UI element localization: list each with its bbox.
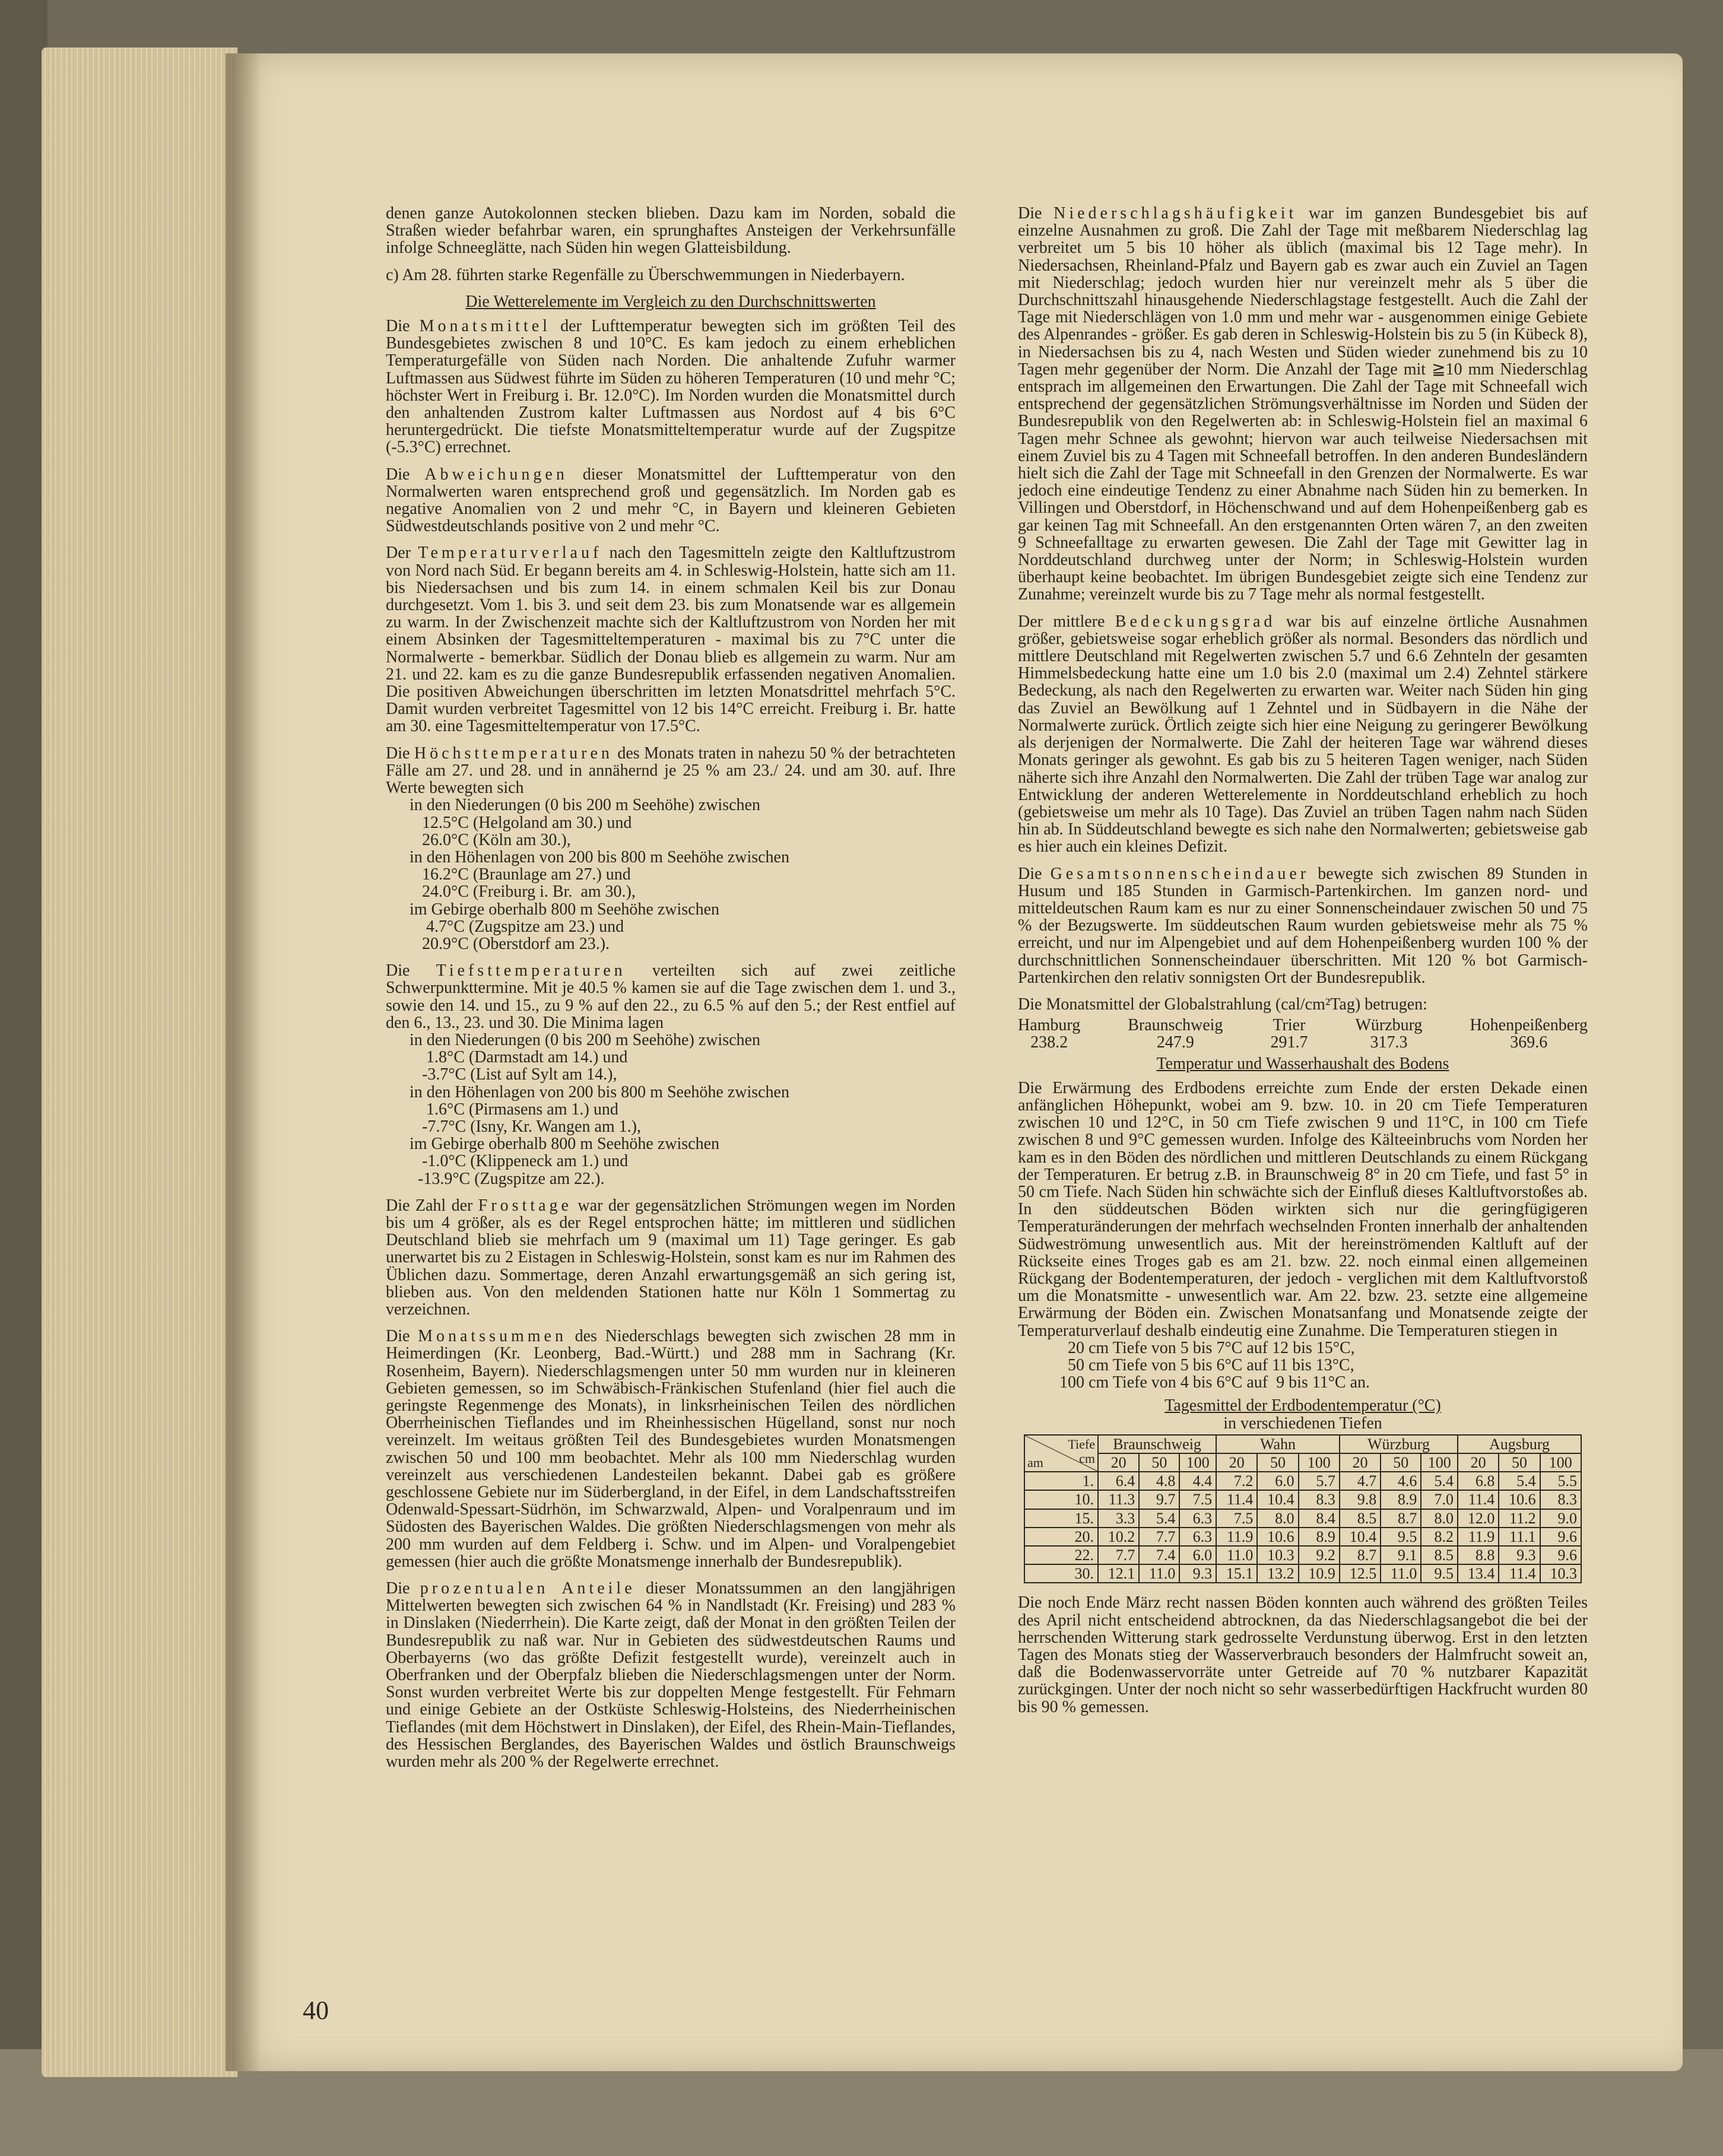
list-line: -3.7°C (List auf Sylt am 14.), <box>410 1065 617 1084</box>
value-cell: 11.0 <box>1216 1546 1257 1564</box>
value-cell: 5.5 <box>1540 1472 1581 1490</box>
day-cell: 10. <box>1024 1490 1098 1509</box>
paragraph-temperaturverlauf: Der Temperaturverlauf nach den Tagesmitteln zeigte den Kaltluftzustrom von Nord nach Süd. Er begann bereits am 4. in Schleswig-Holstein, hatte sich am 11. bis Niedersachsen und bis zum 14. in einem schmalen Keil bis zur Donau durchgesetzt. Vom 1. bis 3. und seit dem 23. bis zum Monatsende war es allgemein zu warm. In der Zwischenzeit machte sich der Kaltluftzustrom von Norden her mit einem Absinken der Tagesmitteltemperaturen - maximal bis zu 7°C unter die Normalwerte - bemerkbar. Südlich der Donau blieb es allgemein zu warm. Nur am 21. und 22. kam es zu die ganze Bundesrepublik erfassenden negativen Anomalien. Die positiven Abweichungen überschritten im letzten Monatsdrittel mehrfach 5°C. Damit wurden verbreitet Tagesmittel von 12 bis 14°C erreicht. Freiburg i. Br. hatte am 30. eine Tagesmitteltemperatur von 17.5°C. <box>386 544 956 736</box>
value-cell: 8.7 <box>1381 1509 1421 1528</box>
value-cell: 9.7 <box>1139 1490 1179 1509</box>
value-cell: 8.3 <box>1299 1490 1340 1509</box>
gs-item: Hamburg 238.2 <box>1018 1016 1081 1052</box>
paragraph-globalstrahlung: Die Monatsmittel der Globalstrahlung (cal/cm²Tag) betrugen: <box>1018 995 1427 1014</box>
value-cell: 8.9 <box>1381 1490 1421 1509</box>
paragraph: c) Am 28. führten starke Regenfälle zu Überschwemmungen in Niederbayern. <box>386 265 905 284</box>
depth-header: 100 <box>1299 1453 1340 1472</box>
value-cell: 9.5 <box>1421 1564 1458 1583</box>
depth-header: 20 <box>1216 1453 1257 1472</box>
paragraph-sonnenscheindauer: Die Gesamtsonnenscheindauer bewegte sich zwischen 89 Stunden in Husum und 185 Stunden in Garmisch-Partenkirchen. Im ganzen nord- und mitteldeutschen Raum kam es nur zu einer Sonnenscheindauer zwischen 50 und 75 % der Bezugswerte. Im süddeutschen Raum wurden gebietsweise mehr als 75 % erreicht, und nur im Alpengebiet und auf dem Hohenpeißenberg wurden 100 % der durchschnittlichen Sonnenscheindauer überschritten. Mit 120 % bot Garmisch-Partenkirchen den relativ sonnigsten Ort der Bundesrepublik. <box>1018 864 1588 987</box>
value-cell: 11.4 <box>1458 1490 1499 1509</box>
paragraph-abweichungen: Die Abweichungen dieser Monatsmittel der Lufttemperatur von den Normalwerten waren entsprechend groß und gegensätzlich. Im Norden gab es negative Anomalien von 2 und mehr °C, in Bayern und kleineren Gebieten Südwestdeutschlands positive von 2 und mehr °C. <box>386 465 956 536</box>
table-subtitle: in verschiedenen Tiefen <box>1223 1414 1382 1433</box>
depth-header: 100 <box>1421 1453 1458 1472</box>
value-cell: 11.9 <box>1216 1528 1257 1546</box>
tief-list <box>386 1031 956 1187</box>
page-number: 40 <box>303 1996 329 2025</box>
value-cell: 5.4 <box>1139 1509 1179 1528</box>
value-cell: 7.4 <box>1139 1546 1179 1564</box>
list-line: in den Niederungen (0 bis 200 m Seehöhe) zwischen <box>410 1030 760 1049</box>
value-cell: 10.4 <box>1257 1490 1298 1509</box>
value-cell: 11.1 <box>1499 1528 1540 1546</box>
paragraph-bodentemperatur: Die Erwärmung des Erdbodens erreichte zum Ende der ersten Dekade einen anfänglichen Höhepunkt, wobei am 9. bzw. 10. in 20 cm Tiefe Temperaturen zwischen 10 und 12°C, in 50 cm Tiefe zwischen 9 und 11°C, in 100 cm Tiefe zwischen 8 und 9°C gemessen wurden. Infolge des Kälteeinbruchs vom Norden her kam es in den Böden des nördlichen und mittleren Deutschlands zu einem Rückgang der Temperaturen. Er betrug z.B. in Braunschweig 8° in 20 cm Tiefe, und fast 5° in 50 cm Tiefe. Nach Süden hin schwächte sich der Einfluß dieses Kaltluftvorstoßes ab. In den süddeutschen Böden wirkten sich nur die geringfügigeren Temperaturänderungen der mehrfach wechselnden Fronten innerhalb der anhaltenden Südweströmung unwesentlich aus. Mit der hereinströmenden Kaltluft auf der Rückseite eines Troges gab es am 21. bzw. 22. noch einmal einen allgemeinen Rückgang der Bodentemperaturen, der jedoch - verglichen mit dem Kaltluftvorstoß um die Monatsmitte - unwesentlich war. Am 22. bzw. 23. setzte eine allgemeine Erwärmung der Böden ein. Zwischen Monatsanfang und Monatsende zeigte der Temperaturverlauf deshalb eindeutig eine Zunahme. Die Temperaturen stiegen in <box>1018 1078 1588 1340</box>
book-page-edges <box>42 47 237 2077</box>
value-cell: 10.6 <box>1499 1490 1540 1509</box>
depth-header: 20 <box>1340 1453 1381 1472</box>
value-cell: 10.9 <box>1299 1564 1340 1583</box>
value-cell: 12.5 <box>1340 1564 1381 1583</box>
list-line: 100 cm Tiefe von 4 bis 6°C auf 9 bis 11°C an. <box>1059 1373 1370 1392</box>
section-heading: Temperatur und Wasserhaushalt des Bodens <box>1156 1054 1449 1073</box>
value-cell: 9.0 <box>1540 1509 1581 1528</box>
paragraph-niederschlagshaeufigkeit: Die Niederschlagshäufigkeit war im ganzen Bundesgebiet bis auf einzelne Ausnahmen zu groß. Die Zahl der Tage mit meßbarem Niederschlag lag verbreitet um 5 bis 10 höher als üblich (maximal bis 12 Tage mehr). In Niedersachsen, Rheinland-Pfalz und Bayern gab es zwar auch ein Zuviel an Tagen mit Niederschlag; jedoch wurden hier nur vereinzelt mehr als 5 über die Durchschnittszahl hinausgehende Niederschlagstage festgestellt. Auch die Zahl der Tage mit Niederschlägen von 1.0 mm und mehr war - ausgenommen einige Gebiete des Alpenrandes - größer. Es gab deren in Schleswig-Holstein bis zu 5 (in Kübeck 8), in Niedersachsen bis zu 4, nach Westen und Süden wieder zunehmend bis zu 10 Tagen mehr gegenüber der Norm. Die Anzahl der Tage mit ≧10 mm Niederschlag entsprach im allgemeinen den Erwartungen. Die Zahl der Tage mit Schneefall wich entsprechend der gegensätzlichen Strömungsverhältnisse im Norden und Süden der Bundesrepublik von den Regelwerten ab: in Schleswig-Holstein fiel an maximal 6 Tagen mehr Schnee als gewohnt; hiervon war auch teilweise Niedersachsen mit einem Zuviel bis zu 4 Tagen mit Schneefall betroffen. In den anderen Bundesländern hielt sich die Zahl der Tage mit Schneefall in den Grenzen der Normalwerte. Es war jedoch eine eindeutige Tendenz zu einer Abnahme nach Süden hin zu bemerken. In Villingen und Oberstdorf, in Höchenschwand und auf dem Hohenpeißenberg gab es gar keinen Tag mit Schneefall. An den erstgenannten Orten wären 7, an den zweiten 9 Schneefalltage zu erwarten gewesen. Die Zahl der Tage mit Gewitter lag in Norddeutschland durchweg unter der Norm; in Schleswig-Holstein wurden überhaupt keine beobachtet. Im übrigen Bundesgebiet zeigte sich eine Tendenz zur Zunahme; vereinzelt wurde bis zu 7 Tage mehr als normal festgestellt. <box>1018 204 1588 604</box>
list-line: 12.5°C (Helgoland am 30.) und <box>410 813 632 832</box>
left-column <box>386 205 956 1780</box>
value-cell: 15.1 <box>1216 1564 1257 1583</box>
soil-temperature-table <box>1024 1434 1582 1584</box>
table-row <box>1024 1546 1581 1564</box>
value-cell: 9.3 <box>1499 1546 1540 1564</box>
value-cell: 9.8 <box>1340 1490 1381 1509</box>
list-line: -7.7°C (Isny, Kr. Wangen am 1.), <box>410 1117 641 1136</box>
paragraph-wasserhaushalt: Die noch Ende März recht nassen Böden konnten auch während des größten Teiles des April nicht entscheidend abtrocknen, da das Niederschlagsangebot die bei der herrschenden Witterung stark gedrosselte Verdunstung überwog. Erst in den letzten Tagen des Monats stieg der Wasserverbrauch besonders der Halmfrucht soweit an, daß die Bodenwasservorräte unter Getreide auf 70 % nutzbarer Kapazität zurückgingen. Unter der noch nicht so sehr wasserbedürftigen Hackfrucht wurden 80 bis 90 % gemessen. <box>1018 1593 1588 1716</box>
paragraph-monatsmittel: Die Monatsmittel der Lufttemperatur bewegten sich im größten Teil des Bundesgebietes zwischen 8 und 10°C. Es kam jedoch zu einem erheblichen Temperaturgefälle von Süden nach Norden. Die anhaltende Zufuhr warmer Luftmassen aus Südwest führte im Süden zu höheren Temperaturen (10 und mehr °C; höchster Wert in Freiburg i. Br. 12.0°C). Im Norden wurden die Monatsmittel durch den anhaltenden Zustrom kalter Luftmassen aus Nordost auf 4 bis 6°C heruntergedrückt. Die tiefste Monatsmitteltemperatur wurde auf der Zugspitze (-5.3°C) errechnet. <box>386 317 956 457</box>
depth-header: 100 <box>1540 1453 1581 1472</box>
table-row <box>1024 1528 1581 1546</box>
value-cell: 11.2 <box>1499 1509 1540 1528</box>
spine-shadow <box>226 53 261 2071</box>
value-cell: 6.0 <box>1257 1472 1298 1490</box>
paragraph-bedeckungsgrad: Der mittlere Bedeckungsgrad war bis auf einzelne örtliche Ausnahmen größer, gebietsweise sogar erheblich größer als normal. Besonders das nördlich und mittlere Deutschland mit Regelwerten zwischen 5.7 und 6.6 Zehnteln der gesamten Himmelsbedeckung hatte eine um 1.0 bis 2.0 (maximal um 2.4) Zehntel stärkere Bedeckung, als nach den Regelwerten zu erwarten war. Weiter nach Süden hin ging das Zuviel an Bewölkung auf 1 Zehntel und in Südbayern in die Nähe der Normalwerte zurück. Örtlich zeigte sich hier eine Neigung zu geringerer Bewölkung als derjenigen der Normalwerte. Die Zahl der heiteren Tage war während dieses Monats geringer als gewohnt. Es gab bis zu 5 heiteren Tagen weniger, nach Süden näherte sich ihre Anzahl den Normalwerten. Die Zahl der trüben Tage war analog zur Entwicklung der anderen Wetterelemente in Norddeutschland erheblich zu hoch (gebietsweise um mehr als 10 Tage). Das Zuviel an trüben Tagen nahm nach Süden hin ab. In Süddeutschland bewegte es sich nahe den Normalwerten; gebietsweise gab es hier auch ein kleines Defizit. <box>1018 612 1588 856</box>
term: Tiefsttemperaturen <box>436 961 626 980</box>
value-cell: 8.7 <box>1340 1546 1381 1564</box>
term: Monatsmittel <box>419 317 551 336</box>
value-cell: 9.5 <box>1381 1528 1421 1546</box>
depth-header: 20 <box>1098 1453 1139 1472</box>
value-cell: 13.4 <box>1458 1564 1499 1583</box>
value-cell: 7.2 <box>1216 1472 1257 1490</box>
background-left <box>0 0 47 2156</box>
value-cell: 8.8 <box>1458 1546 1499 1564</box>
value-cell: 4.7 <box>1340 1472 1381 1490</box>
term: prozentualen Anteile <box>420 1579 636 1598</box>
value-cell: 8.4 <box>1299 1509 1340 1528</box>
term: Temperaturverlauf <box>418 544 602 563</box>
day-cell: 15. <box>1024 1509 1098 1528</box>
section-heading: Die Wetterelemente im Vergleich zu den Durchschnittswerten <box>465 292 876 311</box>
depth-header: 50 <box>1257 1453 1298 1472</box>
corner-label: Tiefe <box>1068 1436 1095 1452</box>
gs-item: Braunschweig 247.9 <box>1128 1016 1223 1052</box>
value-cell: 11.4 <box>1499 1564 1540 1583</box>
table-corner <box>1024 1435 1098 1472</box>
term: Abweichungen <box>424 465 568 484</box>
value-cell: 9.2 <box>1299 1546 1340 1564</box>
value-cell: 4.8 <box>1139 1472 1179 1490</box>
station-header: Wahn <box>1216 1435 1340 1453</box>
value-cell: 7.5 <box>1216 1509 1257 1528</box>
list-line: 50 cm Tiefe von 5 bis 6°C auf 11 bis 13°C, <box>1059 1356 1354 1374</box>
value-cell: 5.4 <box>1421 1472 1458 1490</box>
value-cell: 7.7 <box>1098 1546 1139 1564</box>
list-line: 16.2°C (Braunlage am 27.) und <box>410 865 631 884</box>
list-line: im Gebirge oberhalb 800 m Seehöhe zwischen <box>410 1135 720 1154</box>
list-line: 1.8°C (Darmstadt am 14.) und <box>410 1048 628 1067</box>
value-cell: 8.5 <box>1421 1546 1458 1564</box>
right-column <box>1018 205 1588 1725</box>
value-cell: 8.0 <box>1257 1509 1298 1528</box>
corner-unit: cm <box>1079 1450 1095 1466</box>
list-line: 1.6°C (Pirmasens am 1.) und <box>410 1100 618 1119</box>
value-cell: 9.3 <box>1179 1564 1216 1583</box>
term: Gesamtsonnenscheindauer <box>1050 864 1310 883</box>
value-cell: 10.2 <box>1098 1528 1139 1546</box>
list-line: in den Niederungen (0 bis 200 m Seehöhe) zwischen <box>410 796 760 815</box>
paragraph-hoechsttemperaturen: Die Höchsttemperaturen des Monats traten in nahezu 50 % der betrachteten Fälle am 27. und 28. und in annähernd je 25 % am 23./ 24. und am 30. auf. Ihre Werte bewegten sich <box>386 744 956 798</box>
depth-header: 100 <box>1179 1453 1216 1472</box>
value-cell: 13.2 <box>1257 1564 1298 1583</box>
gs-item: Würzburg 317.3 <box>1355 1016 1423 1052</box>
table-row <box>1024 1472 1581 1490</box>
value-cell: 8.5 <box>1340 1509 1381 1528</box>
stieg-list <box>1018 1339 1588 1392</box>
list-line: in den Höhenlagen von 200 bis 800 m Seehöhe zwischen <box>410 1082 789 1101</box>
value-cell: 3.3 <box>1098 1509 1139 1528</box>
list-line: im Gebirge oberhalb 800 m Seehöhe zwischen <box>410 900 720 919</box>
value-cell: 8.0 <box>1421 1509 1458 1528</box>
day-cell: 30. <box>1024 1564 1098 1583</box>
term: Bedeckungsgrad <box>1115 612 1276 631</box>
list-line: 24.0°C (Freiburg i. Br. am 30.), <box>410 882 636 901</box>
table-row <box>1024 1564 1581 1583</box>
value-cell: 6.4 <box>1098 1472 1139 1490</box>
value-cell: 12.0 <box>1458 1509 1499 1528</box>
gs-item: Hohenpeißenberg 369.6 <box>1470 1016 1588 1052</box>
value-cell: 11.0 <box>1381 1564 1421 1583</box>
value-cell: 10.3 <box>1257 1546 1298 1564</box>
term: Höchsttemperaturen <box>414 744 613 763</box>
value-cell: 8.9 <box>1299 1528 1340 1546</box>
value-cell: 12.1 <box>1098 1564 1139 1583</box>
value-cell: 9.6 <box>1540 1546 1581 1564</box>
depth-header: 50 <box>1139 1453 1179 1472</box>
day-cell: 22. <box>1024 1546 1098 1564</box>
paragraph: denen ganze Autokolonnen stecken blieben. Dazu kam im Norden, sobald die Straßen wieder befahrbar waren, ein sprunghaftes Ansteigen der Verkehrsunfälle infolge Schneeglätte, nach Süden hin wegen Glatteisbildung. <box>386 204 956 258</box>
paragraph-prozentuale-anteile: Die prozentualen Anteile dieser Monatssummen an den langjährigen Mittelwerten bewegten sich zwischen 64 % in Nandlstadt (Kr. Freising) und 283 % in Dinslaken (Niederrhein). Die Karte zeigt, daß der Monat in den größten Teilen der Bundesrepublik zu naß war. Nur in Gebieten des südwestdeutschen Raums und Oberbayerns (wo das größte Defizit festgestellt wurde), vereinzelt auch in Oberfranken und der Oberpfalz blieben die Niederschlagsmengen unter der Norm. Sonst wurden verbreitet Werte bis zur doppelten Menge festgestellt. Für Fehmarn und einige Gebiete an der Ostküste Schleswig-Holsteins, des Niederrheinischen Tieflandes (mit dem Höchstwert in Dinslaken), der Eifel, des Rhein-Main-Tieflandes, des Hessischen Berglandes, des Bayerischen Waldes und östlich Braunschweigs wurden mehr als 200 % der Regelwerte errechnet. <box>386 1579 956 1771</box>
value-cell: 5.4 <box>1499 1472 1540 1490</box>
value-cell: 9.1 <box>1381 1546 1421 1564</box>
station-header: Braunschweig <box>1098 1435 1216 1453</box>
value-cell: 10.4 <box>1340 1528 1381 1546</box>
table-title: Tagesmittel der Erdbodentemperatur (°C) <box>1164 1396 1441 1415</box>
list-line: -1.0°C (Klippeneck am 1.) und <box>410 1152 629 1171</box>
table-body <box>1024 1472 1581 1583</box>
value-cell: 7.5 <box>1179 1490 1216 1509</box>
paragraph-monatssummen: Die Monatssummen des Niederschlags bewegten sich zwischen 28 mm in Heimerdingen (Kr. Leonberg, Bad.-Württ.) und 288 mm in Sachrang (Kr. Rosenheim, Bayern). Niederschlagsmengen unter 50 mm wurden nur in kleineren Gebieten gemessen, so im Schwäbisch-Fränkischen Stufenland (hier fiel auch die geringste Regenmenge des Monats), in linksrheinischen Teilen des nördlichen Oberrheinischen Tieflandes und im Rheinhessischen Hügelland, sonst nur noch vereinzelt. Im weitaus größten Teil des Bundesgebietes wurden Monatsmengen zwischen 50 und 100 mm beobachtet. Mehr als 100 mm Niederschlag wurden vereinzelt aus verschiedenen Landesteilen bekannt. Dabei gab es größere geschlossene Gebiete nur im Süderbergland, in der Eifel, in dem Landschaftsstreifen Odenwald-Spessart-Südrhön, im Schwarzwald, Alpen- und Voralpenraum und im Südosten des Bayerischen Waldes. Die größten Niederschlagsmengen von mehr als 200 mm wurden auf dem Feldberg i. Schw. und im Alpen- und Voralpengebiet gemessen (hier auch die größte Monatsmenge innerhalb der Bundesrepublik). <box>386 1327 956 1571</box>
value-cell: 6.3 <box>1179 1509 1216 1528</box>
value-cell: 8.2 <box>1421 1528 1458 1546</box>
value-cell: 10.6 <box>1257 1528 1298 1546</box>
table-row <box>1024 1490 1581 1509</box>
gs-item: Trier 291.7 <box>1270 1016 1308 1052</box>
depth-header: 50 <box>1499 1453 1540 1472</box>
depth-header-row <box>1024 1453 1581 1472</box>
paragraph-frosttage: Die Zahl der Frosttage war der gegensätzlichen Strömungen wegen im Norden bis um 4 größer, als es der Regel entsprochen hätte; im mittleren und südlichen Deutschland blieb sie mehrfach um 9 (maximal um 11) Tage geringer. Es gab unerwartet bis zu 2 Eistagen in Schleswig-Holstein, sonst kam es nur im Rahmen des Üblichen dazu. Sommertage, deren Anzahl erwartungsgemäß an sich gering ist, blieben aus. Von den meldenden Stationen hatte nur Köln 1 Sommertag zu verzeichnen. <box>386 1196 956 1319</box>
value-cell: 7.7 <box>1139 1528 1179 1546</box>
value-cell: 6.0 <box>1179 1546 1216 1564</box>
term: Niederschlagshäufigkeit <box>1054 204 1297 223</box>
list-line: 20.9°C (Oberstdorf am 23.). <box>410 934 610 953</box>
value-cell: 4.6 <box>1381 1472 1421 1490</box>
depth-header: 50 <box>1381 1453 1421 1472</box>
value-cell: 5.7 <box>1299 1472 1340 1490</box>
term: Monatssummen <box>418 1327 567 1346</box>
list-line: -13.9°C (Zugspitze am 22.). <box>410 1169 605 1188</box>
value-cell: 8.3 <box>1540 1490 1581 1509</box>
value-cell: 7.0 <box>1421 1490 1458 1509</box>
list-line: 20 cm Tiefe von 5 bis 7°C auf 12 bis 15°C, <box>1059 1338 1355 1357</box>
table-row <box>1024 1509 1581 1528</box>
value-cell: 9.6 <box>1540 1528 1581 1546</box>
list-line: 26.0°C (Köln am 30.), <box>410 830 571 849</box>
hoechst-list <box>386 796 956 952</box>
station-header: Augsburg <box>1458 1435 1581 1453</box>
value-cell: 11.0 <box>1139 1564 1179 1583</box>
value-cell: 11.9 <box>1458 1528 1499 1546</box>
value-cell: 11.4 <box>1216 1490 1257 1509</box>
value-cell: 4.4 <box>1179 1472 1216 1490</box>
list-line: in den Höhenlagen von 200 bis 800 m Seehöhe zwischen <box>410 847 789 866</box>
value-cell: 11.3 <box>1098 1490 1139 1509</box>
value-cell: 6.8 <box>1458 1472 1499 1490</box>
depth-header: 20 <box>1458 1453 1499 1472</box>
value-cell: 6.3 <box>1179 1528 1216 1546</box>
day-cell: 1. <box>1024 1472 1098 1490</box>
list-line: 4.7°C (Zugspitze am 23.) und <box>410 917 624 936</box>
station-header: Würzburg <box>1340 1435 1458 1453</box>
paragraph-tiefsttemperaturen: Die Tiefsttemperaturen verteilten sich auf zwei zeitliche Schwerpunkttermine. Mit je 40.5 % kamen sie auf die Tage zwischen dem 1. und 3., sowie den 14. und 15., zu 9 % auf den 22., zu 6.5 % auf den 5.; der Rest entfiel auf den 6., 13., 23. und 30. Die Minima lagen <box>386 961 956 1032</box>
term: Frosttage <box>478 1196 572 1215</box>
value-cell: 10.3 <box>1540 1564 1581 1583</box>
globalstrahlung-values <box>1018 1017 1588 1051</box>
corner-day: am <box>1027 1455 1043 1471</box>
day-cell: 20. <box>1024 1528 1098 1546</box>
